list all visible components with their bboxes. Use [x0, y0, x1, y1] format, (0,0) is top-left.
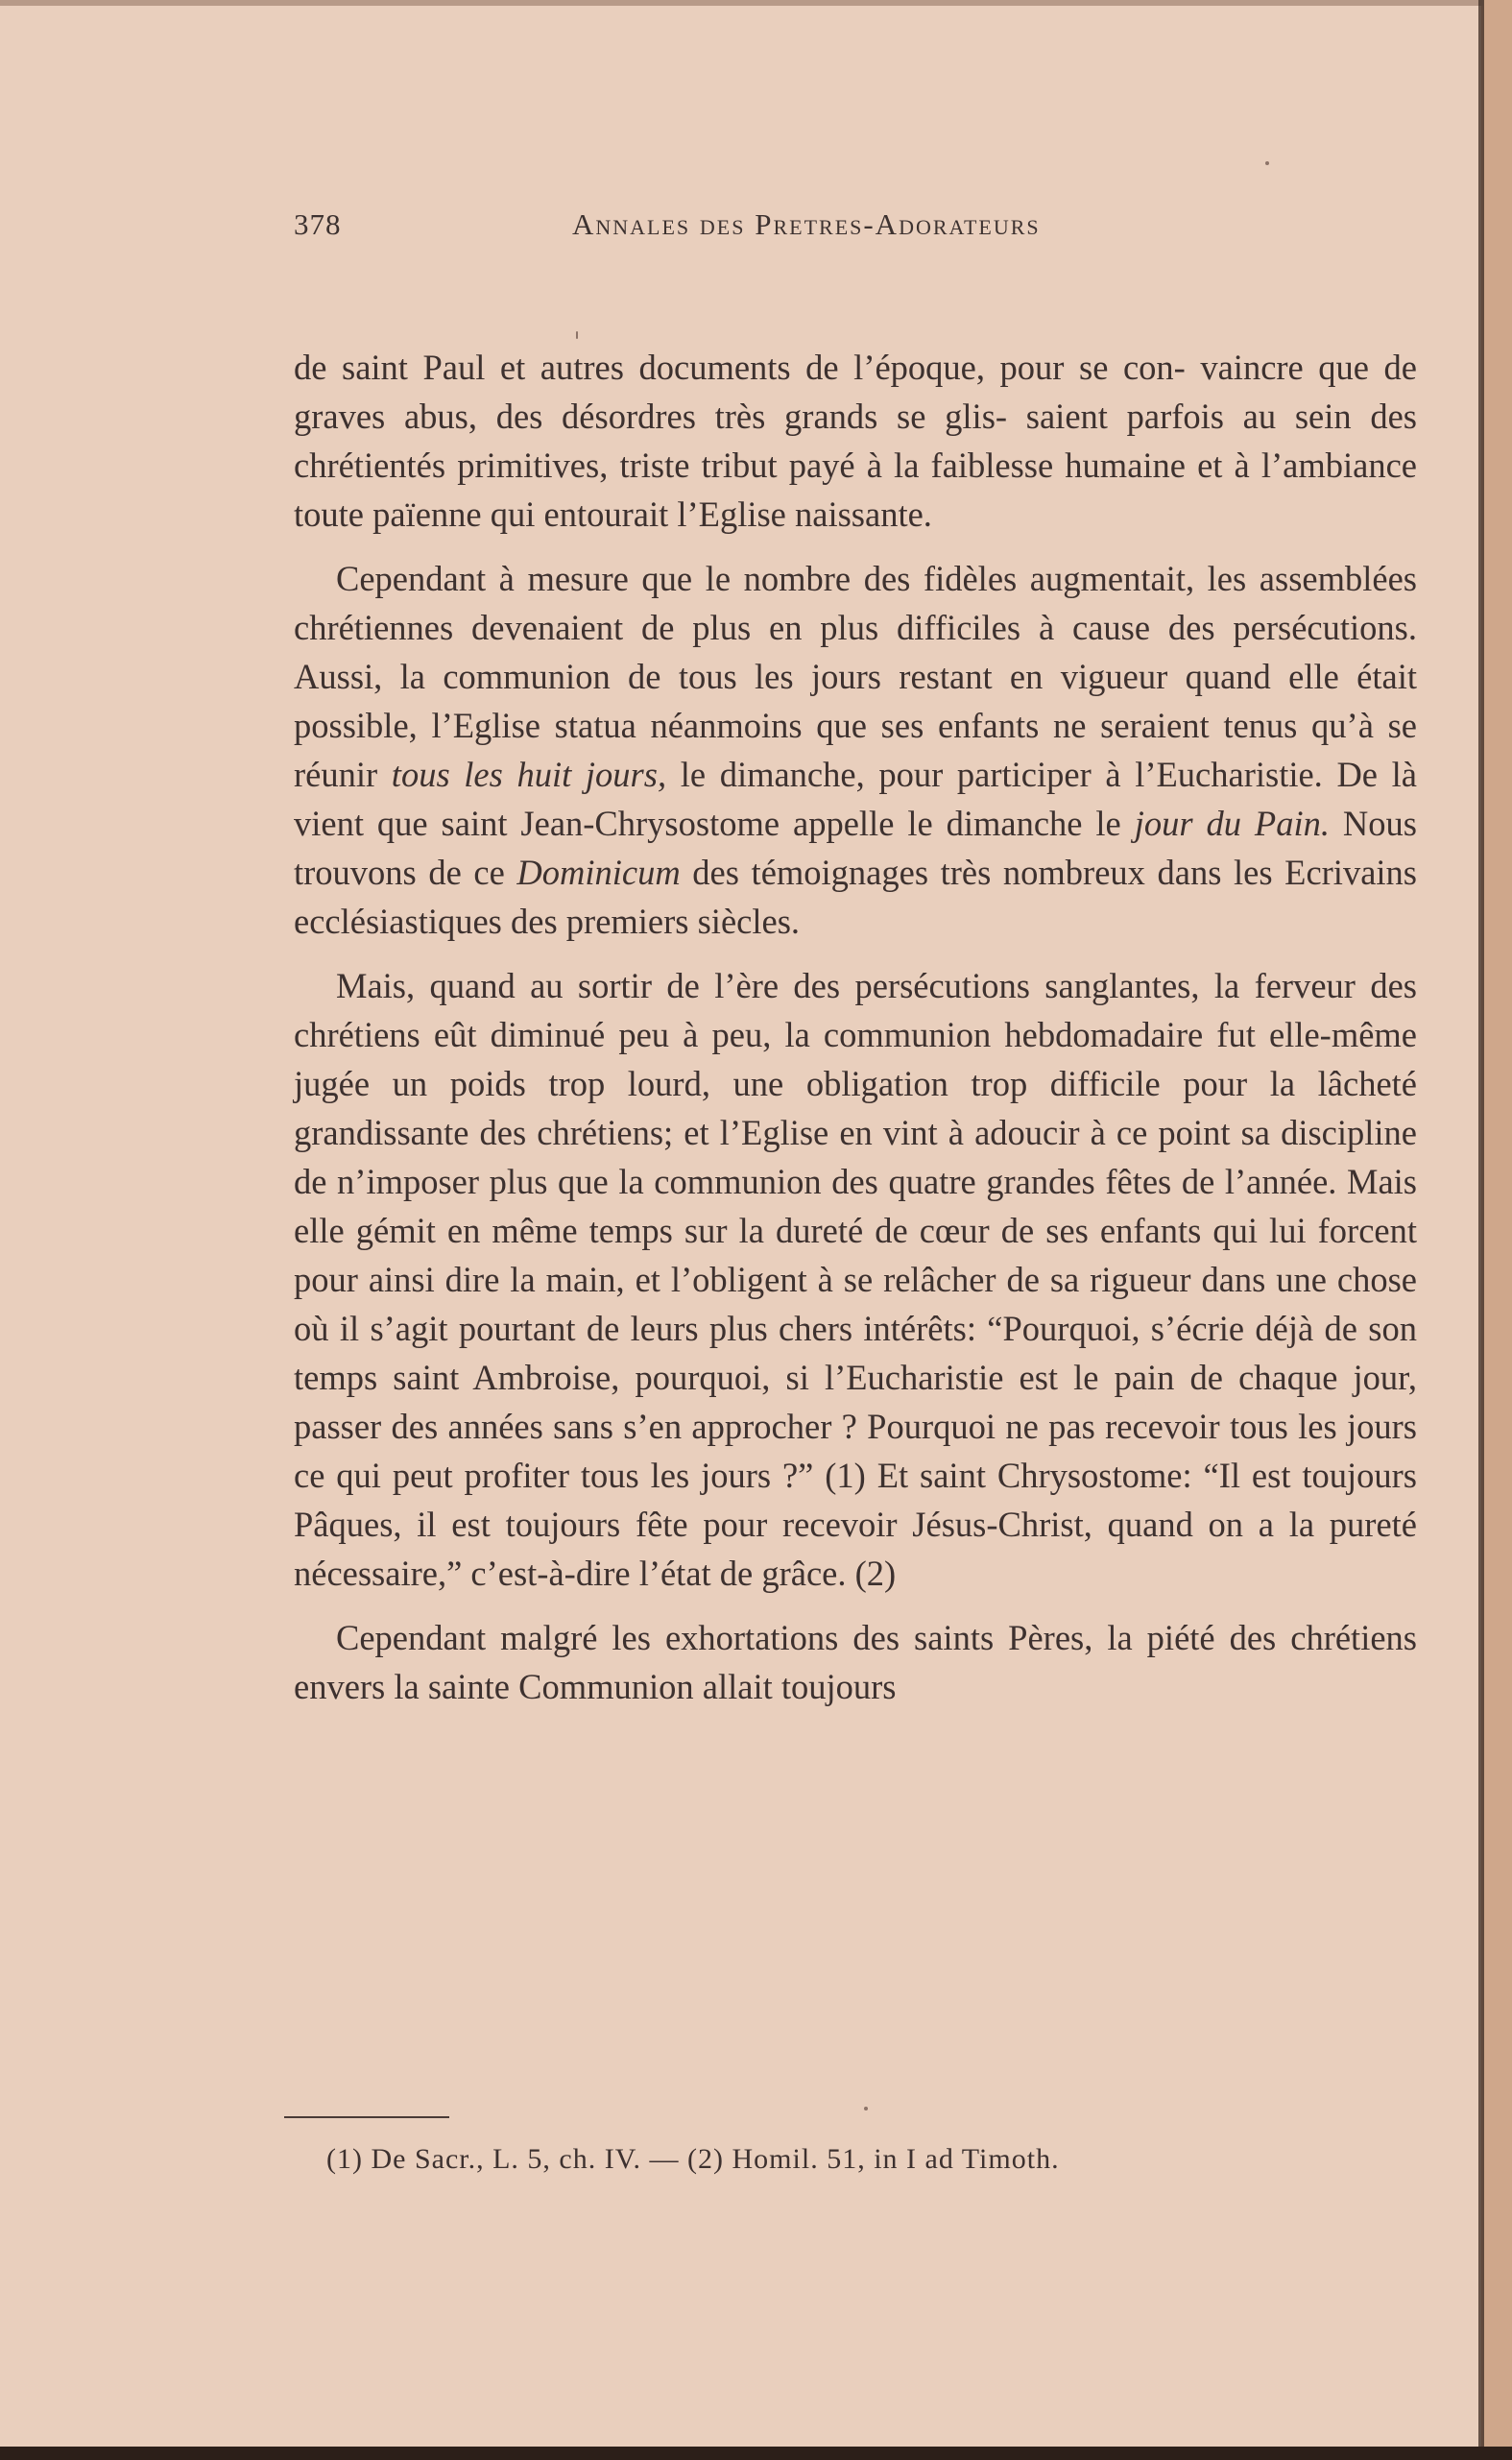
paragraph-3: Mais, quand au sortir de l’ère des persécutions sanglantes, la ferveur des chrétiens eût diminué peu à peu, la communion hebdomadaire fut elle-même jugée un poids trop lourd, une obligation trop difficile pour la lâcheté grandissante des chrétiens; et l’Eglise en vint à adoucir à ce point sa discipline de n’imposer plus que la communion des quatre grandes fêtes de l’année. Mais elle gémit en même temps sur la dureté de cœur de ses enfants qui lui forcent pour ainsi dire la main, et l’obligent à se relâcher de sa rigueur dans une chose où il s’agit pourtant de leurs plus chers intérêts: “Pourquoi, s’écrie déjà de son temps saint Ambroise, pourquoi, si l’Eucharistie est le pain de chaque jour, passer des années sans s’en approcher ? Pourquoi ne pas recevoir tous les jours ce qui peut profiter tous les jours ?” (1) Et saint Chrysostome: “Il est toujours Pâques, il est toujours fête pour recevoir Jésus-Christ, quand on a la pureté nécessaire,” c’est-à-dire l’état de grâce. (2) [294, 966, 1417, 1593]
running-title: Annales des Pretres-Adorateurs [572, 207, 1041, 241]
paragraph-1 [294, 343, 1417, 539]
paragraph-2-text: Nous trouvons de ce [294, 804, 1417, 892]
paragraph-1-line: qui entourait l’Eglise naissante. [490, 494, 932, 534]
paragraph-1-line: vaincre que de graves abus, des désordres très grands se glis- [294, 348, 1417, 436]
paragraph-1-line: de saint Paul et autres documents de l’époque, pour se con- [294, 348, 1186, 387]
italic-phrase-dominicum: Dominicum [516, 853, 681, 892]
body-text [294, 343, 1417, 1726]
footnotes: (1) De Sacr., L. 5, ch. IV. — (2) Homil. 51, in I ad Timoth. [326, 2143, 1060, 2175]
page-top-edge [0, 0, 1483, 6]
paragraph-2-text: Cependant à mesure que le nombre des fidèles augmentait, les assemblées chrétiennes devenaient de plus en plus difficiles à cause des persécutions. Aussi, la communion de tous les jours restant en vigueur quand elle était possible, l’Eglise statua néanmoins que ses enfants ne seraient tenus qu’à se réunir [294, 559, 1417, 794]
italic-phrase-tous-les-huit-jours: tous les huit jours, [391, 755, 667, 794]
paragraph-2 [294, 554, 1417, 946]
paragraph-2-text: des témoignages très nombreux dans les Ecrivains ecclésiastiques des premiers siècles. [294, 853, 1417, 941]
paragraph-1-line: payé à la faiblesse humaine et à l’ambiance toute païenne [294, 446, 1417, 534]
page-binding-edge [1478, 0, 1484, 2460]
footnote-rule [284, 2116, 449, 2118]
page-number: 378 [294, 207, 342, 241]
paper-speck [864, 2107, 868, 2110]
paragraph-1-line: saient parfois au sein des chrétientés primitives, triste tribut [294, 397, 1417, 485]
paragraph-4: Cependant malgré les exhortations des saints Pères, la piété des chrétiens envers la sainte Communion allait toujours [294, 1618, 1417, 1706]
page-bottom-edge [0, 2447, 1512, 2460]
running-head [294, 207, 1417, 255]
paper-speck [1265, 161, 1269, 165]
paper-speck [576, 331, 578, 339]
paragraph-2-text: le dimanche, pour participer à l’Eucharistie. De là vient que saint Jean-Chrysostome appelle le dimanche le [294, 755, 1417, 843]
italic-phrase-jour-du-pain: jour du Pain. [1134, 804, 1330, 843]
